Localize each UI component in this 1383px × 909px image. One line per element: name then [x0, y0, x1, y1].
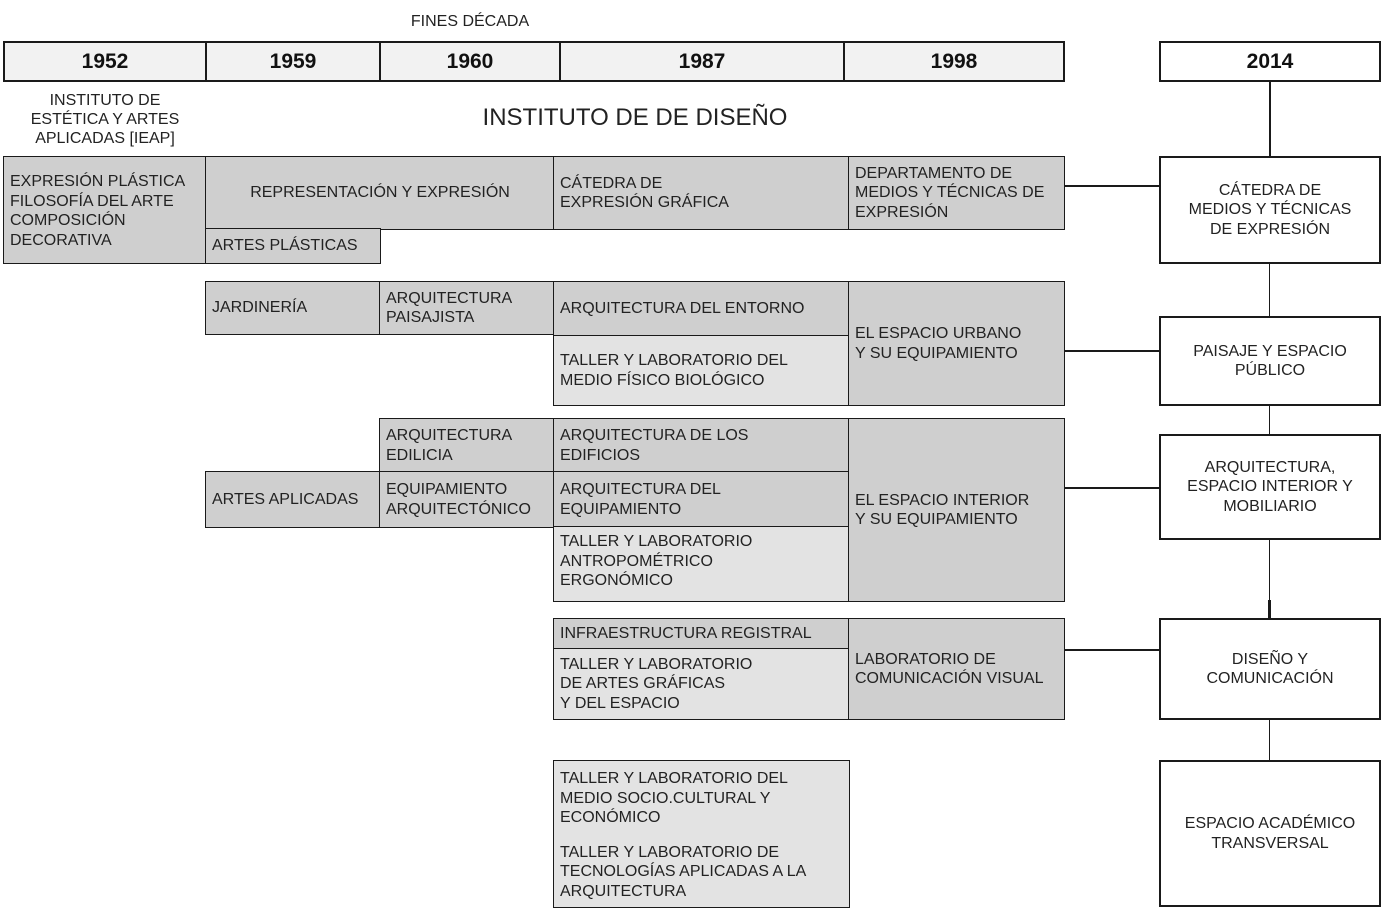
- ieap-label: INSTITUTO DE ESTÉTICA Y ARTES APLICADAS [IEAP]: [30, 92, 180, 147]
- artes-plasticas-box: ARTES PLÁSTICAS: [205, 228, 381, 264]
- espacio-interior-box: EL ESPACIO INTERIOR Y SU EQUIPAMIENTO: [848, 418, 1065, 602]
- year-1987-cell: 1987: [559, 41, 845, 82]
- connector-vertical-1: [1269, 82, 1271, 156]
- connector-vertical-5: [1269, 720, 1270, 760]
- representacion-expresion-box: REPRESENTACIÓN Y EXPRESIÓN: [205, 156, 555, 230]
- connector-vertical-3: [1269, 406, 1270, 434]
- connector-vertical-2: [1269, 264, 1270, 316]
- year-2014-cell: 2014: [1159, 41, 1381, 82]
- arquitectura-equipamiento-box: ARQUITECTURA DEL EQUIPAMIENTO: [553, 471, 850, 528]
- year-1960-cell: 1960: [379, 41, 561, 82]
- arquitectura-edilicia-box: ARQUITECTURA EDILICIA: [379, 418, 555, 473]
- connector-horizontal-3: [1065, 487, 1160, 489]
- artes-aplicadas-box: ARTES APLICADAS: [205, 471, 381, 528]
- espacio-urbano-box: EL ESPACIO URBANO Y SU EQUIPAMIENTO: [848, 281, 1065, 406]
- paisaje-espacio-publico-box: PAISAJE Y ESPACIO PÚBLICO: [1159, 316, 1381, 406]
- arquitectura-edificios-box: ARQUITECTURA DE LOS EDIFICIOS: [553, 418, 850, 473]
- diseno-comunicacion-box: DISEÑO Y COMUNICACIÓN: [1159, 618, 1381, 720]
- year-1959-cell: 1959: [205, 41, 381, 82]
- departamento-box: DEPARTAMENTO DE MEDIOS Y TÉCNICAS DE EXPRESIÓN: [848, 156, 1065, 230]
- laboratorio-comunicacion-box: LABORATORIO DE COMUNICACIÓN VISUAL: [848, 618, 1065, 720]
- jardineria-box: JARDINERÍA: [205, 281, 381, 335]
- arquitectura-mobiliario-box: ARQUITECTURA, ESPACIO INTERIOR Y MOBILIARIO: [1159, 434, 1381, 540]
- connector-horizontal-4: [1065, 649, 1160, 651]
- taller-antropometrico-box: TALLER Y LABORATORIO ANTROPOMÉTRICO ERGONÓMICO: [553, 526, 850, 602]
- arquitectura-entorno-box: ARQUITECTURA DEL ENTORNO: [553, 281, 850, 337]
- talleres-adicionales-box: [553, 760, 850, 908]
- taller-tecnologias-text: TALLER Y LABORATORIO DE TECNOLOGÍAS APLICADAS A LA ARQUITECTURA: [560, 843, 807, 900]
- taller-fisico-biologico-box: TALLER Y LABORATORIO DEL MEDIO FÍSICO BIOLÓGICO: [553, 335, 850, 406]
- year-1998-cell: 1998: [843, 41, 1065, 82]
- catedra-expresion-box: CÁTEDRA DE EXPRESIÓN GRÁFICA: [553, 156, 850, 230]
- connector-vertical-4b: [1268, 600, 1271, 618]
- taller-artes-graficas-box: TALLER Y LABORATORIO DE ARTES GRÁFICAS Y DEL ESPACIO: [553, 648, 850, 720]
- fines-decada-label: FINES DÉCADA: [410, 13, 530, 30]
- arquitectura-paisajista-box: ARQUITECTURA PAISAJISTA: [379, 281, 555, 335]
- year-1952-cell: 1952: [3, 41, 207, 82]
- taller-socio-cultural-text: TALLER Y LABORATORIO DEL MEDIO SOCIO.CULTURAL Y ECONÓMICO: [560, 770, 788, 826]
- connector-horizontal-1: [1065, 185, 1160, 187]
- connector-horizontal-2: [1065, 350, 1160, 352]
- institute-title: INSTITUTO DE DE DISEÑO: [482, 104, 788, 131]
- expresion-plastica-box: EXPRESIÓN PLÁSTICA FILOSOFÍA DEL ARTE COMPOSICIÓN DECORATIVA: [3, 156, 207, 264]
- infraestructura-registral-box: INFRAESTRUCTURA REGISTRAL: [553, 618, 850, 650]
- equipamiento-arquitectonico-box: EQUIPAMIENTO ARQUITECTÓNICO: [379, 471, 555, 528]
- espacio-academico-transversal-box: ESPACIO ACADÉMICO TRANSVERSAL: [1159, 760, 1381, 907]
- catedra-medios-2014-box: CÁTEDRA DE MEDIOS Y TÉCNICAS DE EXPRESIÓN: [1159, 156, 1381, 264]
